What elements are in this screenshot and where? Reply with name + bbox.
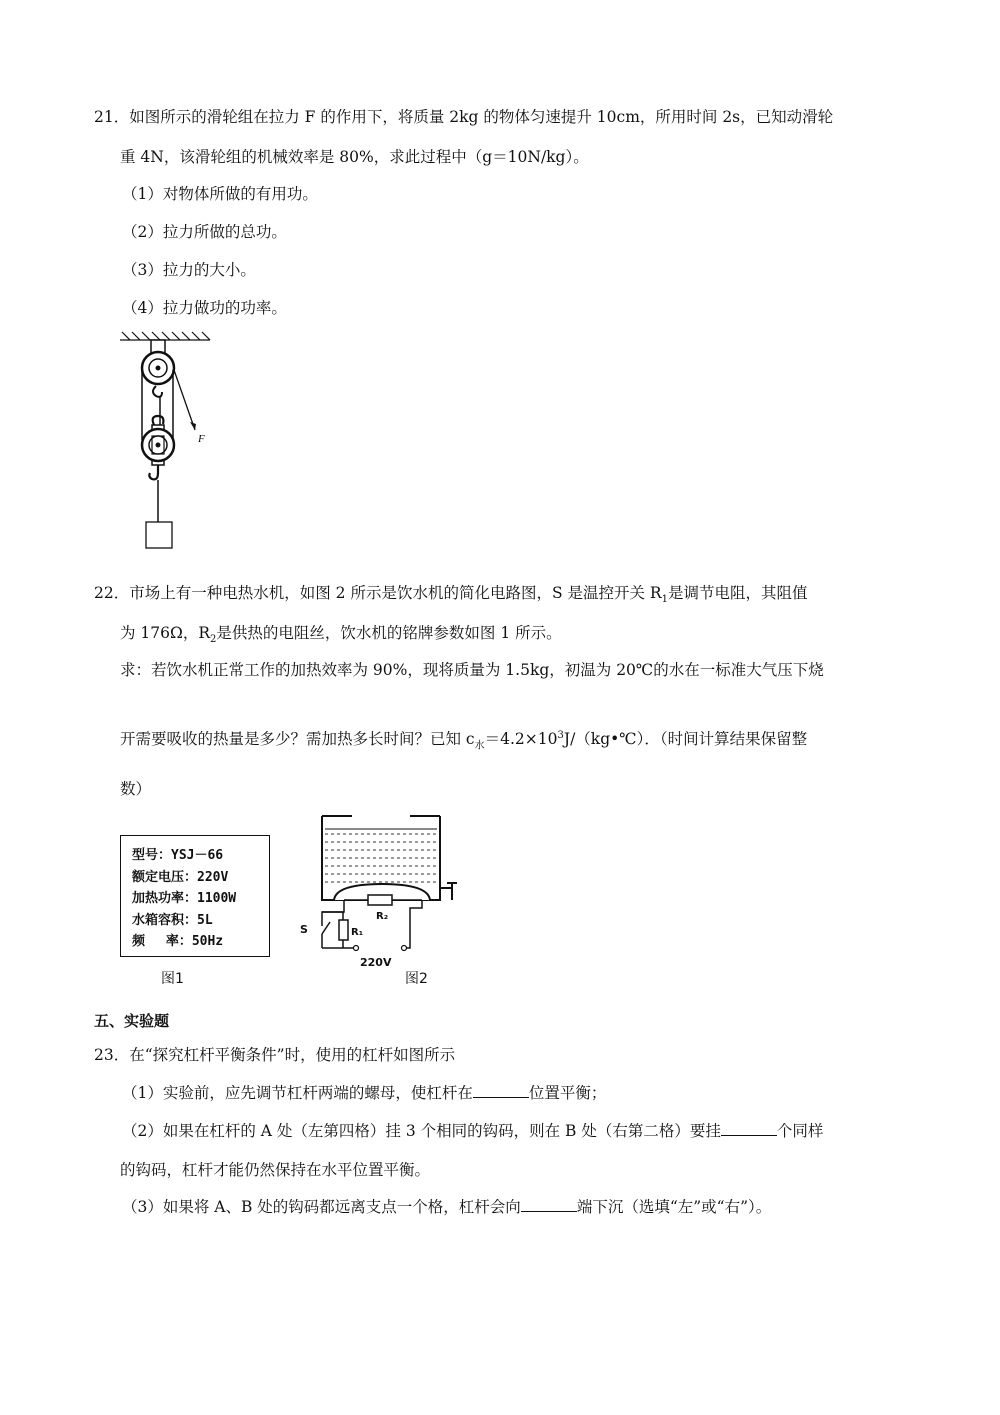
q21-line2: 重 4N，该滑轮组的机械效率是 80%，求此过程中（g＝10N/kg）。 <box>120 148 589 166</box>
wire-right <box>406 900 422 948</box>
q22-line3: 求：若饮水机正常工作的加热效率为 90%，现将质量为 1.5kg，初温为 20℃的水在一标准大气压下烧 <box>120 661 824 679</box>
label-R2: R₂ <box>376 911 389 922</box>
water-surface <box>325 834 437 882</box>
switch-S <box>322 922 330 934</box>
q23-part-1-text-a: （1）实验前，应先调节杠杆两端的螺母，使杠杆在 <box>122 1084 473 1102</box>
q23-part-2 <box>122 1120 823 1142</box>
q23-part-2-text-b: 个同样 <box>776 1122 824 1140</box>
force-arrowhead <box>190 422 196 430</box>
q23-part-1-text-b: 位置平衡； <box>528 1084 607 1102</box>
resistor-R2 <box>368 895 392 905</box>
fig2-caption: 图2 <box>405 971 428 987</box>
q22-line1-subscript: 1 <box>661 594 668 606</box>
q23-part-3-text-b: 端下沉（选填“左”或“右”）。 <box>576 1198 772 1216</box>
water-heater-circuit-figure <box>292 808 467 978</box>
force-label-F: F <box>198 433 205 445</box>
q22-line4-text-a: 开需要吸收的热量是多少？需加热多长时间？已知 c <box>120 730 475 749</box>
pull-rope <box>174 370 195 430</box>
nameplate-box <box>120 835 270 957</box>
q22-line1 <box>94 582 807 611</box>
q23-part-3-text-a: （3）如果将 A、B 处的钩码都远离支点一个格，杠杆会向 <box>122 1198 521 1216</box>
ceiling-hatch <box>120 332 210 340</box>
answer-blank-2[interactable] <box>721 1121 777 1136</box>
q22-line4-subscript: 水 <box>474 740 485 752</box>
q22-line2-subscript: 2 <box>210 634 217 646</box>
nameplate-capacity: 水箱容积：5L <box>132 912 213 928</box>
q22-line2-text-a: 为 176Ω，R <box>120 624 211 642</box>
answer-blank-3[interactable] <box>521 1197 577 1212</box>
faucet <box>440 888 452 900</box>
q21-line1: 21．如图所示的滑轮组在拉力 F 的作用下，将质量 2kg 的物体匀速提升 10cm，所用时间 2s，已知动滑轮 <box>94 108 834 126</box>
resistor-R1 <box>339 920 348 940</box>
movable-pulley-top-hook <box>153 416 164 425</box>
nameplate-power: 加热功率：1100W <box>132 891 237 906</box>
movable-pulley-lower-hook <box>149 465 158 479</box>
q23-part-2-cont: 的钩码，杠杆才能仍然保持在水平位置平衡。 <box>120 1161 431 1179</box>
q22-line5: 数） <box>120 780 152 798</box>
q23-part-1 <box>122 1082 606 1104</box>
q23-part-2-text-a: （2）如果在杠杆的 A 处（左第四格）挂 3 个相同的钩码，则在 B 处（右第二格）要挂 <box>122 1122 721 1140</box>
nameplate-model: 型号：YSJ－66 <box>132 848 224 863</box>
q22-line4-text-b: ＝4.2×10 <box>484 730 558 749</box>
nameplate-voltage: 额定电压：220V <box>132 869 229 885</box>
fixed-pulley-hook <box>153 386 162 397</box>
nameplate-lines <box>132 845 236 953</box>
nameplate-frequency: 频 率：50Hz <box>132 934 224 949</box>
load-block <box>146 522 172 548</box>
q23-part-3 <box>122 1196 771 1218</box>
q21-part-4: （4）拉力做功的功率。 <box>122 299 287 317</box>
q21-part-1: （1）对物体所做的有用功。 <box>122 185 318 203</box>
q22-line4 <box>120 725 807 757</box>
q22-line1-text: 22．市场上有一种电热水机，如图 2 所示是饮水机的简化电路图，S 是温控开关 R <box>94 584 662 602</box>
q22-line4-text-c: J/（kg•℃）．（时间计算结果保留整 <box>563 730 808 749</box>
section-5-title: 五、实验题 <box>94 1012 170 1030</box>
label-R1: R₁ <box>351 927 364 938</box>
q23-line1: 23．在“探究杠杆平衡条件”时，使用的杠杆如图所示 <box>94 1046 456 1064</box>
q22-line2 <box>120 622 562 651</box>
q21-part-3: （3）拉力的大小。 <box>122 261 256 279</box>
q22-line1-tail: 是调节电阻，其阻值 <box>667 584 808 602</box>
pulley-system-figure <box>112 330 222 552</box>
label-220V: 220V <box>360 956 392 969</box>
fig1-caption: 图1 <box>161 971 184 987</box>
terminal-left <box>354 946 359 951</box>
q22-line4-superscript: 3 <box>557 730 564 741</box>
q21-part-2: （2）拉力所做的总功。 <box>122 223 287 241</box>
q22-line2-text-b: 是供热的电阻丝，饮水机的铭牌参数如图 1 所示。 <box>216 624 562 642</box>
terminal-right <box>402 946 407 951</box>
wire-left <box>322 900 344 916</box>
label-S: S <box>300 923 308 936</box>
answer-blank-1[interactable] <box>473 1083 529 1098</box>
